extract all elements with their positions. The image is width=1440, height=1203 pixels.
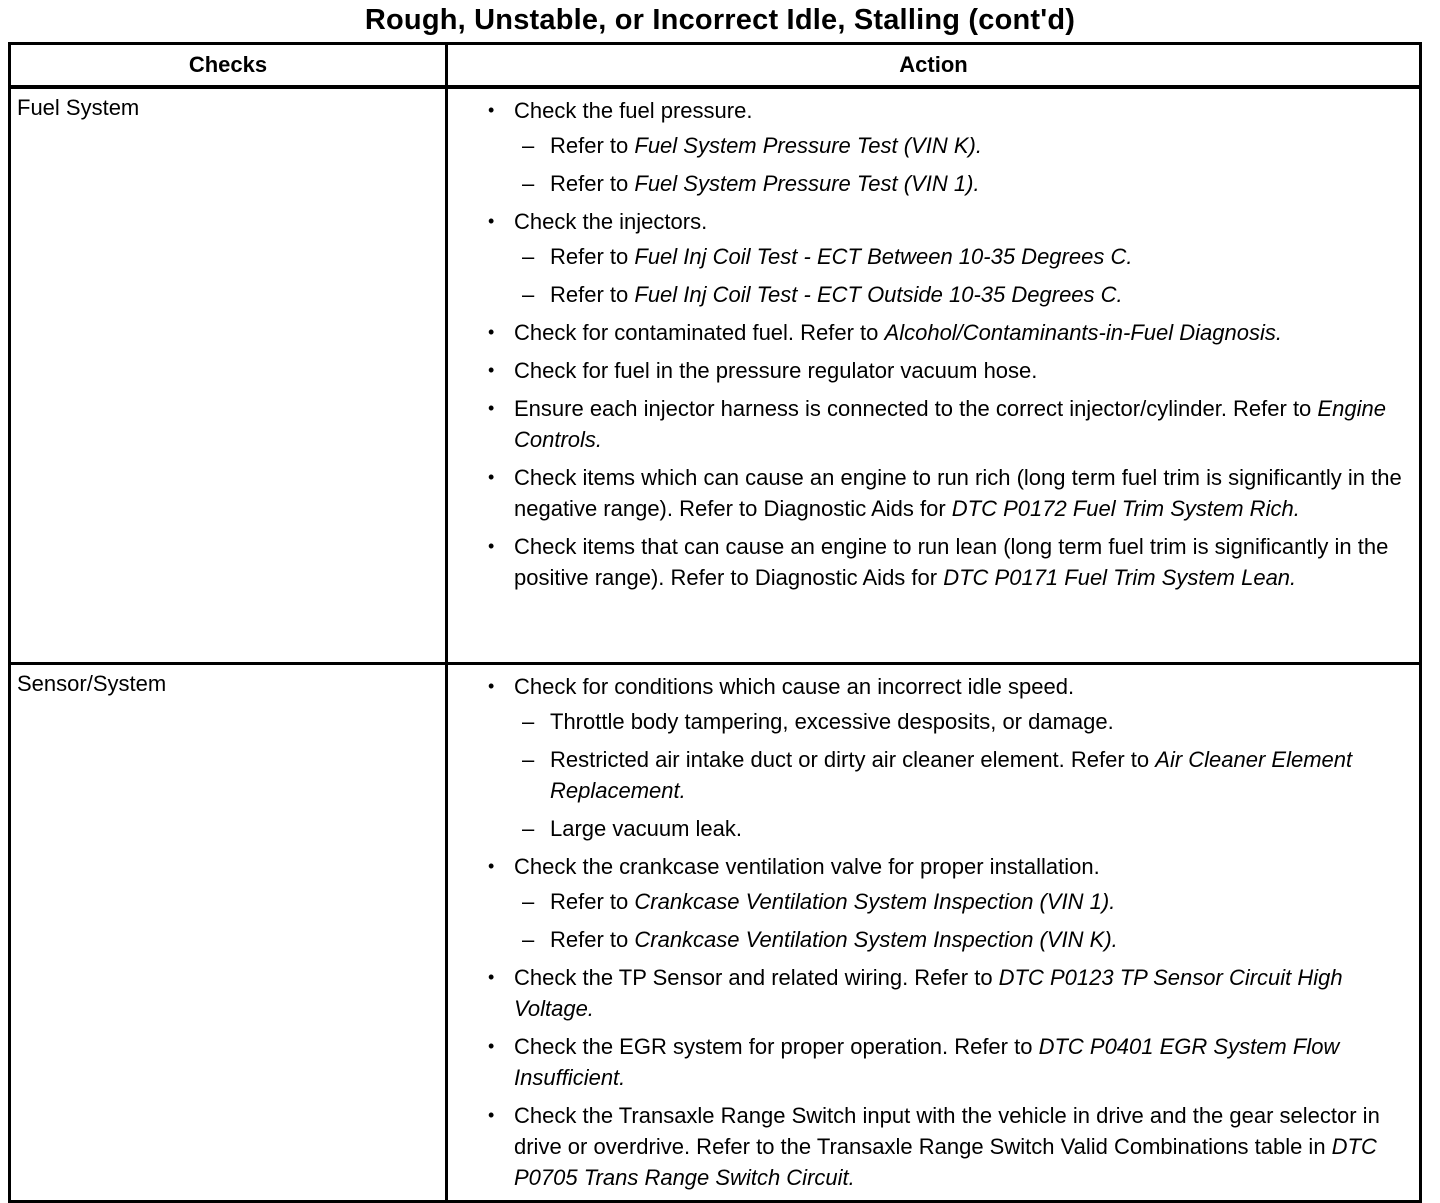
procedure-reference: Alcohol/Contaminants-in-Fuel Diagnosis. <box>884 320 1282 345</box>
sub-action-item <box>514 924 1409 955</box>
check-label: Fuel System <box>17 95 140 120</box>
sub-action-list <box>514 886 1409 955</box>
check-cell <box>10 663 447 1201</box>
table-row <box>10 663 1421 1201</box>
action-text: Check the injectors. <box>514 209 708 234</box>
action-text: Check items which can cause an engine to run rich (long term fuel trim is significantly in the negative range). Refer to Diagnostic Aids for <box>514 465 1402 521</box>
action-item <box>488 95 1409 199</box>
action-item <box>488 531 1409 593</box>
procedure-reference: DTC P0705 Trans Range Switch Circuit. <box>514 1133 1377 1190</box>
action-list <box>488 95 1409 593</box>
procedure-reference: Crankcase Ventilation System Inspection (VIN K). <box>634 926 1118 952</box>
sub-action-text: Refer to <box>550 926 635 952</box>
action-text: Check the crankcase ventilation valve for proper installation. <box>514 853 1100 879</box>
sub-action-item <box>514 130 1409 161</box>
check-cell <box>10 87 447 663</box>
sub-action-list <box>514 706 1409 844</box>
action-text: Check the TP Sensor and related wiring. Refer to <box>514 964 999 990</box>
sub-action-item <box>514 168 1409 199</box>
action-item <box>488 1031 1409 1093</box>
sub-action-item <box>514 279 1409 310</box>
action-item <box>488 206 1409 310</box>
action-list <box>488 671 1409 1193</box>
sub-action-item <box>514 706 1409 737</box>
sub-action-text: Refer to <box>550 888 635 914</box>
sub-action-text: Large vacuum leak. <box>550 815 742 841</box>
action-text: Check for conditions which cause an incorrect idle speed. <box>514 673 1075 699</box>
procedure-reference: DTC P0172 Fuel Trim System Rich. <box>951 496 1300 521</box>
action-text: Check for contaminated fuel. Refer to <box>514 320 885 345</box>
procedure-reference: DTC P0171 Fuel Trim System Lean. <box>943 565 1297 590</box>
check-label: Sensor/System <box>17 670 167 696</box>
action-cell <box>447 87 1421 663</box>
sub-action-item <box>514 813 1409 844</box>
action-header: Action <box>447 44 1421 88</box>
checks-header: Checks <box>10 44 447 88</box>
action-item <box>488 851 1409 955</box>
page-title: Rough, Unstable, or Incorrect Idle, Stalling (cont'd) <box>364 4 1076 36</box>
procedure-reference: Crankcase Ventilation System Inspection (VIN 1). <box>634 888 1116 914</box>
procedure-reference: Engine Controls. <box>514 396 1386 452</box>
action-text: Check items that can cause an engine to run lean (long term fuel trim is significantly in the positive range). Refer to Diagnostic Aids for <box>514 534 1389 590</box>
sub-action-text: Refer to <box>550 282 635 307</box>
diagnostic-table <box>8 42 1422 1203</box>
procedure-reference: DTC P0123 TP Sensor Circuit High Voltage. <box>514 964 1343 1021</box>
action-item <box>488 962 1409 1024</box>
action-item <box>488 393 1409 455</box>
action-item <box>488 671 1409 844</box>
procedure-reference: DTC P0401 EGR System Flow Insufficient. <box>514 1033 1340 1090</box>
sub-action-text: Throttle body tampering, excessive desposits, or damage. <box>550 708 1114 734</box>
action-text: Check the Transaxle Range Switch input with the vehicle in drive and the gear selector in drive or overdrive. Refer to the Transaxle Range Switch Valid Combinations table in <box>514 1102 1380 1159</box>
sub-action-text: Refer to <box>550 244 635 269</box>
action-cell <box>447 663 1421 1201</box>
sub-action-item <box>514 744 1409 806</box>
sub-action-text: Refer to <box>550 133 635 158</box>
action-item <box>488 462 1409 524</box>
procedure-reference: Fuel Inj Coil Test - ECT Outside 10-35 Degrees C. <box>634 282 1123 307</box>
sub-action-text: Restricted air intake duct or dirty air cleaner element. Refer to <box>550 746 1156 772</box>
header-row <box>10 44 1421 88</box>
sub-action-item <box>514 241 1409 272</box>
action-item <box>488 317 1409 348</box>
sub-action-list <box>514 241 1409 310</box>
procedure-reference: Fuel System Pressure Test (VIN K). <box>634 133 982 158</box>
procedure-reference: Fuel Inj Coil Test - ECT Between 10-35 Degrees C. <box>634 244 1133 269</box>
action-item <box>488 1100 1409 1193</box>
sub-action-list <box>514 130 1409 199</box>
procedure-reference: Fuel System Pressure Test (VIN 1). <box>634 171 980 196</box>
procedure-reference: Air Cleaner Element Replacement. <box>550 746 1353 803</box>
action-text: Ensure each injector harness is connected to the correct injector/cylinder. Refer to <box>514 396 1318 421</box>
action-text: Check the fuel pressure. <box>514 98 753 123</box>
action-text: Check for fuel in the pressure regulator vacuum hose. <box>514 358 1038 383</box>
sub-action-item <box>514 886 1409 917</box>
action-item <box>488 355 1409 386</box>
table-row <box>10 87 1421 663</box>
action-text: Check the EGR system for proper operation. Refer to <box>514 1033 1039 1059</box>
sub-action-text: Refer to <box>550 171 635 196</box>
